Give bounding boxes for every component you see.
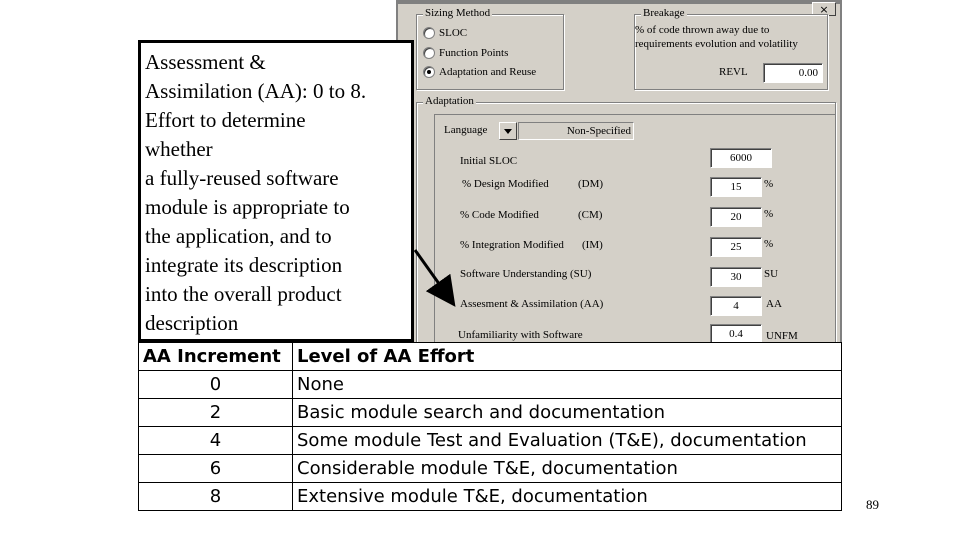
initial-sloc-label: Initial SLOC (460, 155, 518, 167)
im-abbr: (IM) (582, 239, 603, 251)
aa-increment-cell: 8 (139, 483, 293, 511)
cm-abbr: (CM) (578, 209, 603, 221)
aa-increment-table (138, 342, 842, 511)
initial-sloc-input[interactable]: 6000 (710, 148, 772, 168)
radio-label: Function Points (439, 47, 509, 59)
table-row (139, 427, 842, 455)
dm-input[interactable]: 15 (710, 177, 762, 197)
su-input[interactable]: 30 (710, 267, 762, 287)
revl-input[interactable]: 0.00 (763, 63, 823, 83)
aa-effort-cell: Extensive module T&E, documentation (293, 483, 842, 511)
aa-increment-cell: 4 (139, 427, 293, 455)
dm-abbr: (DM) (578, 178, 604, 190)
aa-input[interactable]: 4 (710, 296, 762, 316)
language-select[interactable]: Non-Specified (518, 122, 634, 140)
aa-increment-cell: 2 (139, 399, 293, 427)
aa-effort-cell: None (293, 371, 842, 399)
header-level-of-aa-effort: Level of AA Effort (293, 343, 842, 371)
table-row (139, 483, 842, 511)
cm-unit: % (764, 208, 774, 220)
aa-increment-cell: 6 (139, 455, 293, 483)
aa-effort-cell: Basic module search and documentation (293, 399, 842, 427)
radio-label: Adaptation and Reuse (439, 66, 537, 78)
breakage-title: Breakage (643, 7, 685, 19)
breakage-description: % of code thrown away due to requirements evolution and volatility (635, 24, 798, 50)
dm-label: % Design Modified (462, 178, 549, 190)
im-label: % Integration Modified (460, 239, 564, 251)
radio-label: SLOC (439, 27, 468, 39)
aa-effort-cell: Considerable module T&E, documentation (293, 455, 842, 483)
su-unit: SU (764, 268, 779, 280)
adaptation-title: Adaptation (425, 95, 474, 107)
su-label: Software Understanding (SU) (460, 268, 592, 280)
table-row (139, 399, 842, 427)
table-header-row (139, 343, 842, 371)
dm-unit: % (764, 178, 774, 190)
aa-unit: AA (766, 298, 782, 310)
aa-increment-cell: 0 (139, 371, 293, 399)
language-label: Language (444, 124, 488, 136)
sizing-method-title: Sizing Method (425, 7, 491, 19)
revl-label: REVL (719, 66, 748, 78)
aa-label: Assesment & Assimilation (AA) (460, 298, 604, 310)
cm-input[interactable]: 20 (710, 207, 762, 227)
table-row (139, 455, 842, 483)
im-input[interactable]: 25 (710, 237, 762, 257)
close-icon: × (819, 2, 829, 16)
unfm-label: Unfamiliarity with Software (458, 329, 583, 341)
header-aa-increment: AA Increment (139, 343, 293, 371)
unfm-unit: UNFM (766, 330, 798, 342)
aa-effort-cell: Some module Test and Evaluation (T&E), documentation (293, 427, 842, 455)
table-row (139, 371, 842, 399)
aa-callout-text: Assessment & Assimilation (AA): 0 to 8. Effort to determine whether a fully-reused software module is appropriate to the application, and to integrate its description into the overall product description (145, 50, 367, 335)
unfm-input[interactable]: 0.4 (710, 324, 762, 342)
im-unit: % (764, 238, 774, 250)
cm-label: % Code Modified (460, 209, 539, 221)
page-number: 89 (866, 497, 879, 512)
